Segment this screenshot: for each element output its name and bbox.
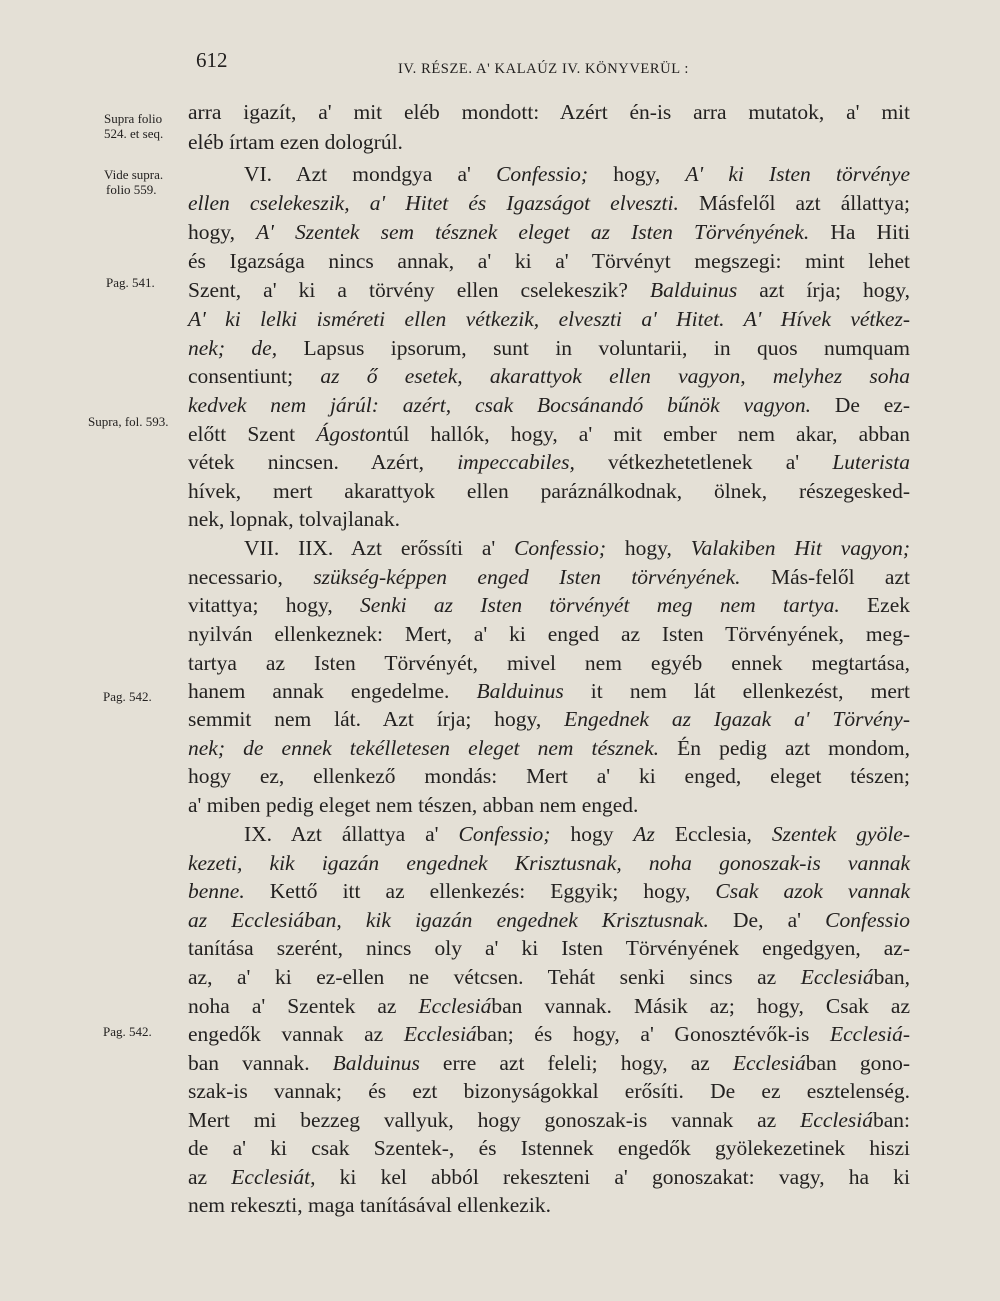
text-run: Ezek	[839, 593, 910, 617]
italic-text: az Ecclesiában, kik igazán engednek Krisztusnak.	[188, 908, 709, 932]
text-run: necessario,	[188, 565, 314, 589]
text-run: Lapsus ipsorum, sunt in voluntarii, in quos numquam	[277, 336, 910, 360]
italic-text: Confessio;	[496, 162, 589, 186]
text-run: ban,	[873, 965, 910, 989]
text-run: tartya az Isten Törvényét, mivel nem egyéb ennek megtartása,	[188, 651, 910, 675]
running-header: IV. RÉSZE. A' KALAÚZ IV. KÖNYVERÜL :	[398, 61, 689, 77]
text-run: hogy,	[188, 220, 257, 244]
text-line	[188, 218, 910, 246]
text-line	[188, 334, 910, 362]
text-line	[188, 448, 910, 476]
margin-note-line: Pag. 542.	[103, 1024, 152, 1039]
text-run: vétkezhetetlenek a'	[574, 450, 833, 474]
text-line	[188, 305, 910, 333]
margin-note-line: Supra, fol. 593.	[88, 414, 169, 429]
text-line	[188, 591, 910, 619]
text-run: erre azt feleli; hogy, az	[419, 1051, 733, 1075]
text-line	[188, 791, 910, 819]
text-line	[244, 534, 910, 562]
text-run: hanem annak engedelme.	[188, 679, 477, 703]
italic-text: Valakiben Hit vagyon;	[690, 536, 910, 560]
text-run: Én pedig azt mondom,	[659, 736, 910, 760]
italic-text: Az	[633, 822, 655, 846]
text-line	[244, 160, 910, 188]
italic-text: Ecclesiá	[403, 1022, 477, 1046]
italic-text: Senki az Isten törvényét meg nem tartya.	[360, 593, 840, 617]
text-run: hívek, mert akarattyok ellen paráználkodnak, ölnek, részegesked-	[188, 479, 910, 503]
text-line	[188, 992, 910, 1020]
text-line	[188, 963, 910, 991]
text-run: előtt Szent	[188, 422, 317, 446]
italic-text: ellen cselekeszik, a' Hitet és Igazságot elveszti.	[188, 191, 679, 215]
italic-text: Confessio;	[514, 536, 607, 560]
italic-text: Szentek gyöle-	[771, 822, 910, 846]
italic-text: szükség-képpen enged Isten törvényének.	[313, 565, 741, 589]
italic-text: Ágoston	[316, 422, 387, 446]
text-line	[188, 934, 910, 962]
text-line	[188, 477, 910, 505]
text-run: tanítása szerént, nincs oly a' ki Isten Törvényének engedgyen, az-	[188, 936, 910, 960]
text-run: consentiunt;	[188, 364, 321, 388]
text-line	[188, 276, 910, 304]
text-line	[188, 734, 910, 762]
text-line	[188, 877, 910, 905]
text-run: arra igazít, a' mit eléb mondott: Azért én-is arra mutatok, a' mit	[188, 100, 910, 124]
text-run: vétek nincsen. Azért,	[188, 450, 458, 474]
text-line	[244, 820, 910, 848]
italic-text: kedvek nem járúl: azért, csak Bocsánandó bűnök vagyon.	[188, 393, 811, 417]
margin-note-line: folio 559.	[106, 182, 157, 197]
italic-text: Balduinus	[332, 1051, 420, 1075]
text-run: az	[188, 1165, 232, 1189]
text-line	[188, 391, 910, 419]
text-run: ki kel abból rekeszteni a' gonoszakat: vagy, ha ki	[315, 1165, 910, 1189]
text-line	[188, 563, 910, 591]
italic-text: A' ki Isten törvénye	[685, 162, 910, 186]
text-run: De, a'	[708, 908, 826, 932]
italic-text: nek; de ennek tekélletesen eleget nem tésznek.	[188, 736, 659, 760]
text-line	[188, 189, 910, 217]
text-run: az, a' ki ez-ellen ne vétcsen. Tehát senki sincs az	[188, 965, 801, 989]
text-run: ban vannak.	[188, 1051, 333, 1075]
margin-note-line: Pag. 541.	[106, 275, 155, 290]
margin-note-line: Pag. 542.	[103, 689, 152, 704]
italic-text: Confessio	[825, 908, 910, 932]
text-line	[188, 762, 910, 790]
text-line	[188, 98, 910, 126]
italic-text: Balduinus	[476, 679, 564, 703]
italic-text: Ecclesiá	[418, 994, 492, 1018]
text-run: ban:	[872, 1108, 910, 1132]
text-run: Másfelől azt állattya;	[678, 191, 911, 215]
text-run: vitattya; hogy,	[188, 593, 361, 617]
text-run: ban; és hogy, a' Gonosztévők-is	[476, 1022, 830, 1046]
italic-text: Ecclesiá	[800, 965, 874, 989]
text-line	[188, 1020, 910, 1048]
text-run: azt írja; hogy,	[737, 278, 911, 302]
italic-text: Ecclesiá-	[830, 1022, 910, 1046]
text-line	[188, 906, 910, 934]
text-run: hogy,	[588, 162, 686, 186]
text-line	[188, 362, 910, 390]
text-run: nem rekeszti, maga tanításával ellenkezik.	[188, 1193, 551, 1217]
margin-note	[104, 111, 163, 141]
italic-text: Balduinus	[650, 278, 738, 302]
margin-note	[103, 689, 152, 704]
text-run: semmit nem lát. Azt írja; hogy,	[188, 707, 565, 731]
italic-text: Ecclesiá	[732, 1051, 806, 1075]
text-run: ban vannak. Másik az; hogy, Csak az	[491, 994, 910, 1018]
text-run: nyilván ellenkeznek: Mert, a' ki enged az Isten Törvényének, meg-	[188, 622, 910, 646]
text-run: Más-felől azt	[740, 565, 910, 589]
text-run: it nem lát ellenkezést, mert	[563, 679, 910, 703]
text-line	[188, 620, 910, 648]
text-line	[188, 1106, 910, 1134]
text-run: Kettő itt az ellenkezés: Eggyik; hogy,	[244, 879, 716, 903]
text-line	[188, 849, 910, 877]
margin-note-line: 524. et seq.	[104, 126, 164, 141]
text-run: szak-is vannak; és ezt bizonyságokkal erősíti. De ez esztelenség.	[188, 1079, 910, 1103]
text-line	[188, 128, 910, 156]
margin-note	[104, 167, 163, 197]
margin-note-line: Supra folio	[104, 111, 163, 126]
text-run: a' miben pedig eleget nem tészen, abban nem enged.	[188, 793, 639, 817]
text-run: túl hallók, hogy, a' mit ember nem akar, abban	[386, 422, 910, 446]
text-line	[188, 1134, 910, 1162]
text-line	[188, 1191, 910, 1219]
text-run: noha a' Szentek az	[188, 994, 419, 1018]
italic-text: A' ki lelki isméreti ellen vétkezik, elveszti a' Hitet. A' Hívek vétkez-	[188, 307, 910, 331]
italic-text: impeccabiles,	[457, 450, 575, 474]
italic-text: Csak azok vannak	[715, 879, 910, 903]
text-line	[188, 677, 910, 705]
text-line	[188, 1049, 910, 1077]
italic-text: Luterista	[832, 450, 910, 474]
text-run: nek, lopnak, tolvajlanak.	[188, 507, 400, 531]
text-run: VI. Azt mondgya a'	[244, 162, 497, 186]
text-run: de a' ki csak Szentek-, és Istennek engedők gyölekezetinek hiszi	[188, 1136, 910, 1160]
italic-text: benne.	[188, 879, 245, 903]
text-run: Ecclesia,	[654, 822, 772, 846]
text-run: ban gono-	[805, 1051, 911, 1075]
text-line	[188, 705, 910, 733]
text-line	[188, 1163, 910, 1191]
text-line	[188, 505, 910, 533]
text-run: IX. Azt állattya a'	[244, 822, 459, 846]
margin-note	[88, 414, 169, 429]
text-run: és Igazsága nincs annak, a' ki a' Törvényt megszegi: mint lehet	[188, 249, 910, 273]
text-run: Ha Hiti	[809, 220, 910, 244]
italic-text: A' Szentek sem tésznek eleget az Isten Törvényének.	[256, 220, 810, 244]
text-run: eléb írtam ezen dologrúl.	[188, 130, 403, 154]
text-run: De ez-	[811, 393, 910, 417]
italic-text: az ő esetek, akarattyok ellen vagyon, melyhez soha	[320, 364, 910, 388]
text-run: engedők vannak az	[188, 1022, 404, 1046]
text-run: hogy,	[606, 536, 691, 560]
text-line	[188, 420, 910, 448]
margin-note	[106, 275, 155, 290]
page-number: 612	[196, 48, 228, 72]
text-line	[188, 649, 910, 677]
text-run: Szent, a' ki a törvény ellen cselekeszik?	[188, 278, 651, 302]
margin-note	[103, 1024, 152, 1039]
italic-text: Ecclesiát,	[231, 1165, 316, 1189]
text-line	[188, 1077, 910, 1105]
text-line	[188, 247, 910, 275]
text-run: hogy ez, ellenkező mondás: Mert a' ki enged, eleget tészen;	[188, 764, 910, 788]
text-run: hogy	[550, 822, 634, 846]
margin-note-line: Vide supra.	[104, 167, 164, 182]
text-run: Mert mi bezzeg vallyuk, hogy gonoszak-is vannak az	[188, 1108, 801, 1132]
italic-text: Ecclesiá	[800, 1108, 873, 1132]
text-run: VII. IIX. Azt erőssíti a'	[244, 536, 515, 560]
italic-text: nek; de,	[188, 336, 278, 360]
italic-text: Engednek az Igazak a' Törvény-	[564, 707, 910, 731]
italic-text: kezeti, kik igazán engednek Krisztusnak, noha gonoszak-is vannak	[188, 851, 910, 875]
italic-text: Confessio;	[458, 822, 551, 846]
